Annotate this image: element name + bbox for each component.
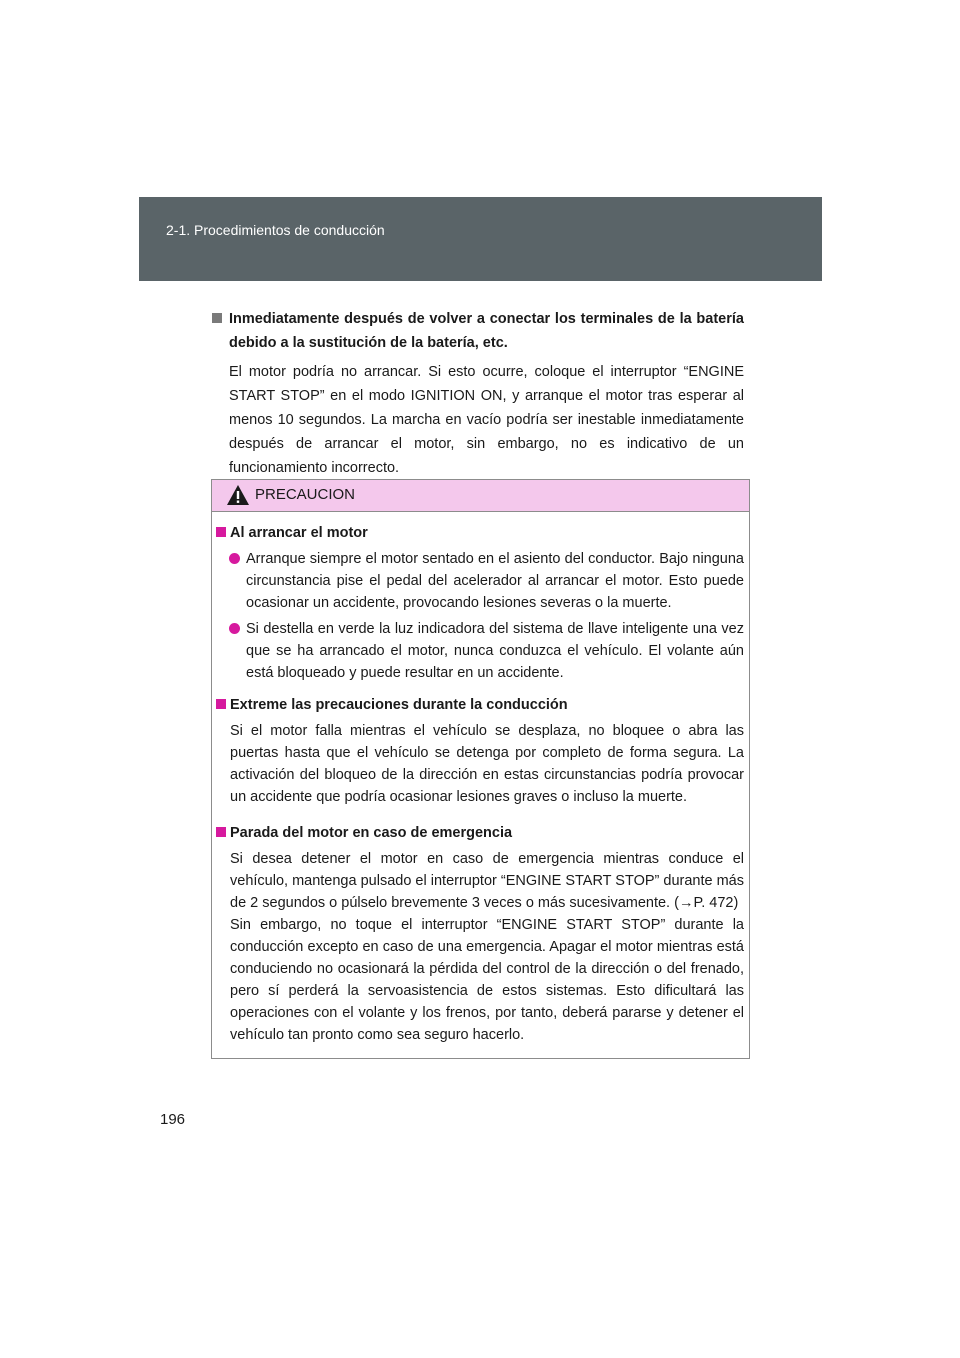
caution-section-driving (216, 694, 744, 808)
caution-bullet: Arranque siempre el motor sentado en el asiento del conductor. Bajo ninguna circunstancia pise el pedal del acelerador al arrancar el motor. Esto puede ocasionar un accidente, provocando lesiones severas o la muerte. (216, 548, 744, 614)
caution-section-start (216, 522, 744, 684)
caution-bullet: Si destella en verde la luz indicadora del sistema de llave inteligente una vez que se ha arrancado el motor, nunca conduzca el vehículo. El volante aún está bloqueado y puede resultar en un accidente. (216, 618, 744, 684)
circle-bullet-icon (229, 623, 240, 634)
square-bullet-icon (216, 827, 226, 837)
warning-triangle-icon (226, 484, 250, 506)
page-number: 196 (160, 1111, 186, 1128)
caution-heading-start: Al arrancar el motor (216, 522, 744, 544)
square-bullet-icon (216, 699, 226, 709)
square-bullet-icon (212, 313, 222, 323)
intro-body: El motor podría no arrancar. Si esto ocurre, coloque el interruptor “ENGINE START STOP” en el modo IGNITION ON, y arranque el motor tras esperar al menos 10 segundos. La marcha en vacío podría ser inestable inmediatamente después de arrancar el motor, sin embargo, no es indicativo de un funcionamiento incorrecto. (229, 364, 744, 476)
intro-heading: Inmediatamente después de volver a conectar los terminales de la batería debido a la sustitución de la batería, etc. (212, 307, 744, 355)
caution-box (211, 479, 750, 1059)
section-title: 2-1. Procedimientos de conducción (166, 222, 385, 238)
circle-bullet-icon (229, 553, 240, 564)
intro-section (212, 307, 744, 480)
section-header (139, 197, 822, 281)
caution-section-emergency (216, 822, 744, 1046)
caution-title: PRECAUCION (255, 486, 356, 503)
caution-body-emergency: Si desea detener el motor en caso de emergencia mientras conduce el vehículo, mantenga pulsado el interruptor “ENGINE START STOP” durante más de 2 segundos o púlselo brevemente 3 veces o más sucesivamente. (→P. 472) (230, 851, 744, 911)
caution-heading-driving: Extreme las precauciones durante la conducción (216, 694, 744, 716)
caution-heading-emergency: Parada del motor en caso de emergencia (216, 822, 744, 844)
square-bullet-icon (216, 527, 226, 537)
caution-body-driving: Si el motor falla mientras el vehículo se desplaza, no bloquee o abra las puertas hasta que el vehículo se detenga por completo de forma segura. La activación del bloqueo de la dirección en estas circunstancias podría provocar un accidente que podría ocasionar lesiones graves o incluso la muerte. (230, 723, 744, 805)
caution-header (212, 480, 749, 512)
caution-body-emergency-2: Sin embargo, no toque el interruptor “ENGINE START STOP” durante la conducción excepto en caso de una emergencia. Apagar el motor mientras está conduciendo no ocasionará la pérdida del control de la dirección o del frenado, pero sí perderá la servoasistencia de estos sistemas. Esto dificultará las operaciones con el volante y los frenos, por tanto, deberá pararse y detener el vehículo tan pronto como sea seguro hacerlo. (230, 917, 744, 1043)
